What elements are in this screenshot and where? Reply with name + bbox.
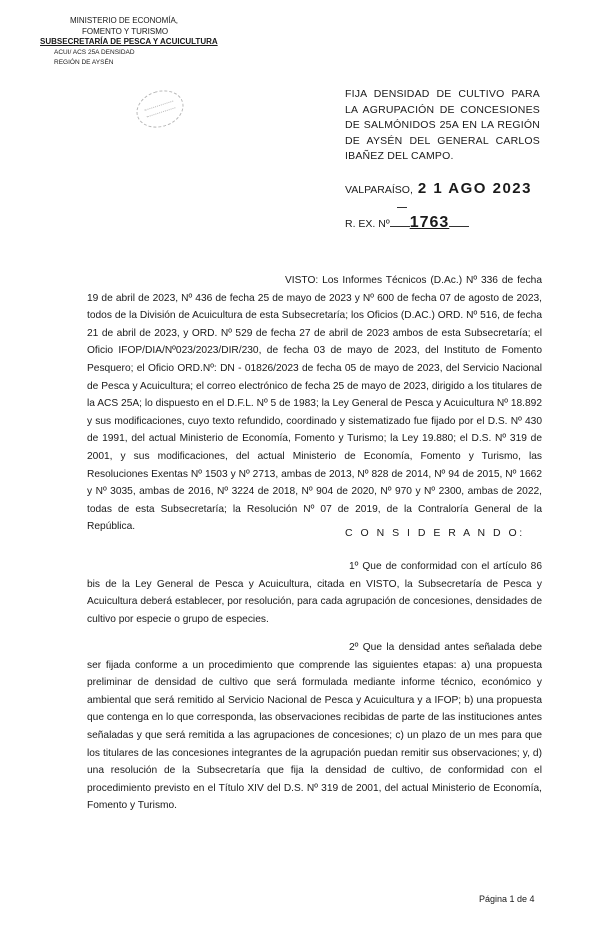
faded-seal-stamp bbox=[132, 84, 189, 133]
letterhead bbox=[40, 16, 218, 68]
subsecretaria-line: SUBSECRETARÍA DE PESCA Y ACUICULTURA bbox=[40, 37, 218, 46]
visto-paragraph: VISTO: Los Informes Técnicos (D.Ac.) Nº 336 de fecha 19 de abril de 2023, Nº 436 de fecha 25 de mayo de 2023 y Nº 600 de fecha 07 de agosto de 2023, todos de la División de Acuicultura de esta Subsecretaría; los Oficios (D.AC.) ORD. Nº 516, de fecha 21 de abril de 2023, y ORD. Nº 529 de fecha 27 de abril de 2023 ambos de esta Subsecretaría; el Oficio IFOP/DIA/Nº023/2023/DIR/230, de fecha 03 de mayo de 2023, del Instituto de Fomento Pesquero; el Oficio ORD.Nº: DN - 01826/2023 de fecha 05 de mayo de 2023, del Servicio Nacional de Pesca y Acuicultura; el correo electrónico de fecha 25 de mayo de 2023, dirigido a los titulares de la ACS 25A; lo dispuesto en el D.F.L. Nº 5 de 1983; la Ley General de Pesca y Acuicultura Nº 18.892 y sus modificaciones, cuyo texto refundido, coordinado y sistematizado fue fijado por el D.S. Nº 430 de 1991, del actual Ministerio de Economía, Fomento y Turismo; la Ley 19.880; el D.S. Nº 319 de 2001, y sus modificaciones, del actual Ministerio de Economía, Fomento y Turismo, las Resoluciones Exentas Nº 1503 y Nº 2713, ambas de 2013, Nº 828 de 2014, Nº 94 de 2015, Nº 1662 y Nº 3035, ambas de 2016, Nº 3224 de 2018, Nº 904 de 2020, Nº 970 y Nº 2300, ambas de 2022, todas de esta Subsecretaría; la Resolución Nº 07 de 2019, de la Contraloría General de la República. bbox=[87, 275, 542, 533]
underline-blank bbox=[390, 226, 410, 227]
page-number: Página 1 de 4 bbox=[479, 894, 535, 904]
considerando-1: 1º Que de conformidad con el artículo 86 bis de la Ley General de Pesca y Acuicultura, citada en VISTO, la Subsecretaría de Pesca y Acuicultura deberá establecer, por resolución, para cada agrupación de concesiones, densidades de cultivo por especie o grupo de especies. bbox=[87, 561, 542, 625]
place-date-line bbox=[345, 180, 532, 197]
place: VALPARAÍSO, bbox=[345, 184, 413, 196]
ministry-line: MINISTERIO DE ECONOMÍA, bbox=[70, 16, 179, 25]
rex-label: R. EX. Nº bbox=[345, 218, 390, 230]
date-stamp: 2 1 AGO 2023 bbox=[417, 180, 532, 197]
region-line: REGIÓN DE AYSÉN bbox=[54, 58, 114, 66]
divider-dash bbox=[397, 207, 407, 208]
reference-code: ACUI/ ACS 25A DENSIDAD bbox=[54, 48, 135, 56]
underline-blank bbox=[449, 226, 469, 227]
considerando-heading: C O N S I D E R A N D O: bbox=[345, 527, 525, 539]
considerando-2: 2º Que la densidad antes señalada debe ser fijada conforme a un procedimiento que comprende las siguientes etapas: a) una propuesta preliminar de densidad de cultivo que será formulada mediante informe técnico, económico y ambiental que será remitido al Servicio Nacional de Pesca y Acuicultura y a IFOP; b) una propuesta que contenga en lo que corresponda, las observaciones recibidas de parte de las instituciones antes señaladas y que será remitida a las agrupaciones de concesiones; c) un plazo de un mes para que los titulares de las concesiones integrantes de la agrupación puedan remitir sus observaciones; y, d) una resolución de la Subsecretaría que fija la densidad de cultivo, de conformidad con el procedimiento previsto en el Título XIV del D.S. Nº 319 de 2001, del actual Ministerio de Economía, Fomento y Turismo. bbox=[87, 642, 542, 812]
resolution-number-line bbox=[345, 214, 469, 232]
ministry-line-2: FOMENTO Y TURISMO bbox=[82, 26, 169, 36]
document-title: FIJA DENSIDAD DE CULTIVO PARA LA AGRUPACIÓN DE CONCESIONES DE SALMÓNIDOS 25A EN LA REGIÓN DE AYSÉN DEL GENERAL CARLOS IBAÑEZ DEL CAMPO. bbox=[345, 88, 540, 162]
rex-number: 1763 bbox=[409, 214, 450, 231]
